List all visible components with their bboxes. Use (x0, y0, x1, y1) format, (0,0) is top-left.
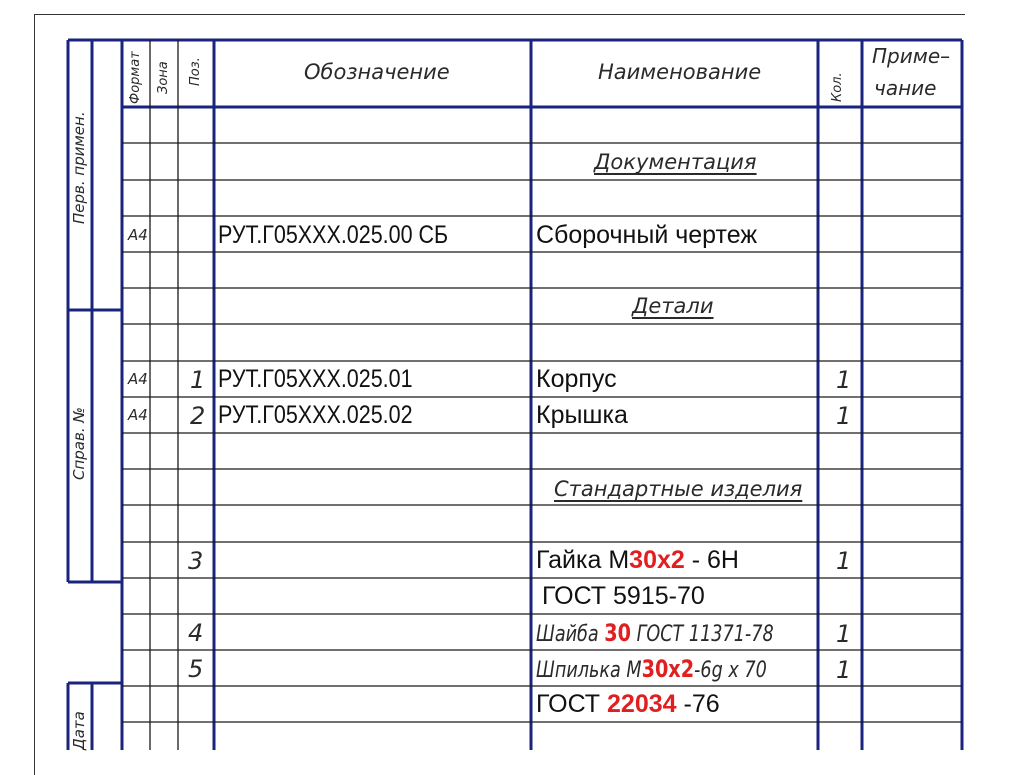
header-name: Наименование (598, 60, 762, 84)
row-nut-pos: 3 (188, 547, 204, 575)
row-stud-qty: 1 (836, 656, 852, 684)
row-cover-format: А4 (128, 406, 148, 424)
header-designation: Обозначение (304, 60, 450, 84)
row-assembly-name: Сборочный чертеж (536, 221, 758, 249)
section-standard-items: Стандартные изделия (554, 477, 803, 501)
row-washer-name: Шайба 30 ГОСТ 11371-78 (536, 619, 774, 647)
row-cover-pos: 2 (190, 402, 206, 430)
row-stud-standard: ГОСТ 22034 -76 (536, 690, 720, 718)
row-washer-qty: 1 (836, 620, 852, 648)
row-cover-name: Крышка (536, 401, 628, 429)
row-body-qty: 1 (836, 366, 852, 394)
header-pos: Поз. (188, 57, 203, 86)
side-label-first-use: Перв. примен. (70, 111, 88, 224)
row-cover-qty: 1 (836, 402, 852, 430)
row-stud-name: Шпилька М30х2-6g х 70 (536, 655, 767, 683)
header-note-line1: Приме– (872, 44, 951, 68)
row-body-designation: РУТ.Г05ХХХ.025.01 (218, 365, 413, 393)
row-nut-standard: ГОСТ 5915-70 (542, 582, 705, 610)
section-documentation: Документация (594, 150, 757, 174)
row-stud-pos: 5 (188, 655, 204, 683)
section-parts: Детали (632, 294, 714, 318)
row-body-name: Корпус (536, 365, 617, 393)
row-assembly-designation: РУТ.Г05ХХХ.025.00 СБ (218, 221, 449, 249)
side-label-date: Дата (70, 711, 88, 750)
header-zone: Зона (156, 61, 171, 94)
row-nut-name: Гайка М30х2 - 6Н (536, 546, 739, 574)
header-qty: Кол. (830, 72, 845, 102)
header-format: Формат (128, 51, 143, 104)
row-washer-pos: 4 (188, 619, 204, 647)
row-cover-designation: РУТ.Г05ХХХ.025.02 (218, 401, 413, 429)
row-body-format: А4 (128, 370, 148, 388)
row-nut-qty: 1 (836, 547, 852, 575)
row-assembly-format: А4 (128, 226, 148, 244)
side-label-reference-no: Справ. № (70, 407, 88, 480)
row-body-pos: 1 (190, 366, 206, 394)
header-note-line2: чание (874, 76, 937, 100)
